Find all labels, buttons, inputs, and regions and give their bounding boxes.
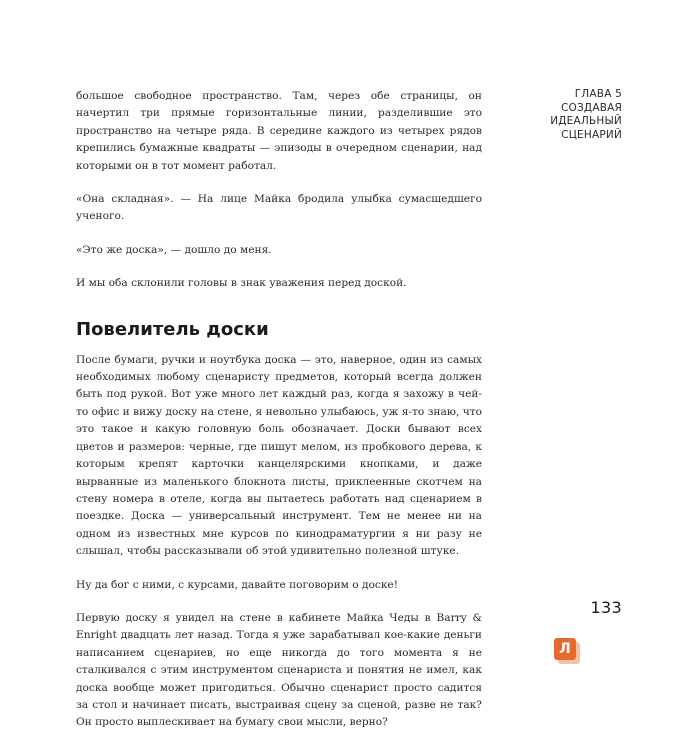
logo-letter: Л bbox=[559, 641, 571, 657]
paragraph: Первую доску я увидел на стене в кабинете Майка Чеды в Barry & Enright двадцать лет назад. Тогда я уже зарабатывал кое-какие деньги написанием сценариев, но еще никогда до того момента я не сталкивался с этим инструментом сценариста и понятия не имел, как доска вообще может пригодиться. Обычно сценарист просто садится за стол и начинает писать, выстраивая сцену за сценой, разве не так? Он просто выплескивает на бумагу свои мысли, верно? bbox=[76, 611, 482, 729]
chapter-title-line: ИДЕАЛЬНЫЙ bbox=[550, 115, 622, 127]
chapter-number: ГЛАВА 5 bbox=[574, 88, 622, 100]
paragraph: «Она складная». — На лице Майка бродила улыбка сумасшедшего ученого. bbox=[76, 193, 482, 223]
chapter-title-line: СОЗДАВАЯ bbox=[561, 101, 622, 114]
paragraph: большое свободное пространство. Там, через обе страницы, он начертил три прямые горизонтальные линии, разделившие это пространство на четыре ряда. В середине каждого из четырех рядов крепились бумажные квадраты — эпизоды в очередном сценарии, над которыми он в тот момент работал. bbox=[76, 90, 482, 172]
publisher-logo-icon bbox=[554, 638, 576, 660]
paragraph: Ну да бог с ними, с курсами, давайте поговорим о доске! bbox=[76, 578, 398, 591]
paragraph: И мы оба склонили головы в знак уважения перед доской. bbox=[76, 277, 407, 290]
paragraph: «Это же доска», — дошло до меня. bbox=[76, 243, 272, 256]
page-number: 133 bbox=[590, 598, 622, 617]
chapter-running-head bbox=[512, 88, 622, 142]
chapter-title-line: СЦЕНАРИЙ bbox=[561, 128, 622, 141]
main-text-column bbox=[76, 88, 482, 748]
paragraph: После бумаги, ручки и ноутбука доска — это, наверное, один из самых необходимых любому сценаристу предметов, который всегда должен быть под рукой. Вот уже много лет каждый раз, когда я захожу в чей-то офис и вижу доску на стене, я невольно улыбаюсь, уж я-то знаю, что это такое и какую головную боль обозначает. Доски бывают всех цветов и размеров: черные, где пишут мелом, из пробкового дерева, к которым крепят карточки канцелярскими кнопками, и даже вырванные из маленького блокнота листы, приклеенные скотчем на стену номера в отеле, когда вы пытаетесь работать над сценарием в поездке. Доска — универсальный инструмент. Тем не менее ни на одном из известных мне курсов по кинодраматургии я ни разу не слышал, чтобы рассказывали об этой удивительно полезной штуке. bbox=[76, 353, 482, 558]
section-heading: Повелитель доски bbox=[76, 318, 269, 340]
